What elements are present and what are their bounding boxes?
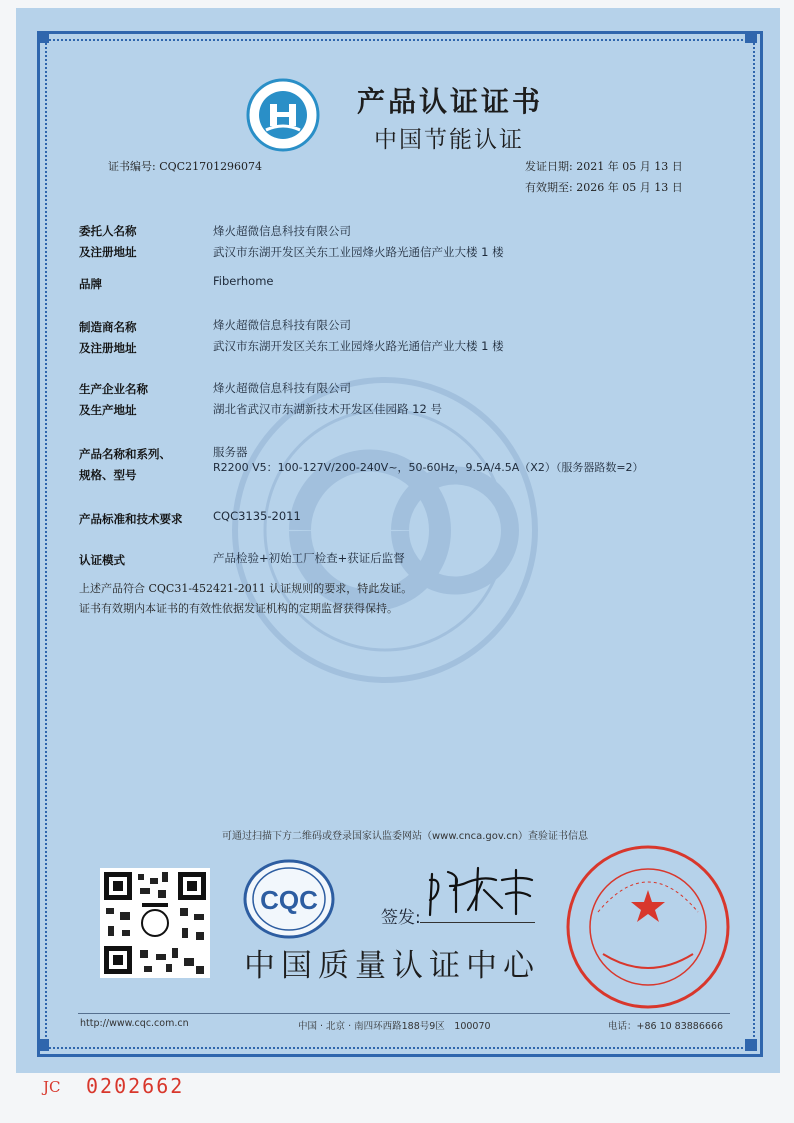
manufacturer-label: 制造商名称 [79, 320, 137, 334]
product-model-label: 规格、型号 [79, 468, 137, 482]
expiry-date: 2026 年 05 月 13 日 [576, 181, 683, 194]
manufacturer-name: 烽火超微信息科技有限公司 [213, 318, 351, 332]
corner-ornament [745, 1039, 757, 1051]
signature-line [420, 922, 535, 923]
brand-value: Fiberhome [213, 274, 274, 288]
statement-line-2: 证书有效期内本证书的有效性依据发证机构的定期监督获得保持。 [79, 602, 398, 615]
corner-ornament [37, 31, 49, 43]
cert-no-label: 证书编号: [108, 160, 156, 173]
cert-no: CQC21701296074 [159, 160, 263, 173]
energy-conservation-logo-icon [246, 78, 320, 152]
qr-code-icon[interactable] [100, 868, 210, 978]
signature-label: 签发: [381, 908, 421, 928]
brand-label: 品牌 [79, 277, 102, 291]
corner-ornament [37, 1039, 49, 1051]
factory-name: 烽火超微信息科技有限公司 [213, 381, 351, 395]
standard-value: CQC3135-2011 [213, 509, 301, 523]
issue-date-label: 发证日期: [525, 160, 573, 173]
product-label: 产品名称和系列、 [79, 447, 171, 461]
serial-number: 0202662 [86, 1074, 185, 1098]
mode-label: 认证模式 [79, 553, 125, 567]
verify-note: 可通过扫描下方二维码或登录国家认监委网站（www.cnca.gov.cn）查验证书信息 [222, 831, 589, 842]
factory-label: 生产企业名称 [79, 382, 148, 396]
product-name: 服务器 [213, 445, 248, 459]
statement-line-1: 上述产品符合 CQC31-452421-2011 认证规则的要求，特此发证。 [79, 582, 413, 595]
cqc-logo-text: CQC [260, 885, 318, 915]
manufacturer-address: 武汉市东湖开发区关东工业园烽火路光通信产业大楼 1 楼 [213, 339, 504, 353]
issuing-organization: 中国质量认证中心 [244, 948, 540, 984]
cqc-logo-icon [242, 858, 337, 940]
mode-value: 产品检验+初始工厂检查+获证后监督 [213, 551, 405, 565]
handwritten-signature-icon [420, 860, 540, 920]
expiry-date-label: 有效期至: [525, 181, 573, 194]
cqc-watermark-icon [150, 370, 620, 690]
client-address-label: 及注册地址 [79, 245, 137, 259]
serial-prefix: JC [43, 1078, 61, 1096]
factory-address-label: 及生产地址 [79, 403, 137, 417]
footer-address: 中国 · 北京 · 南四环西路188号9区 100070 [298, 1021, 491, 1032]
certificate-subtitle: 中国节能认证 [374, 127, 524, 153]
standard-label: 产品标准和技术要求 [79, 512, 183, 526]
client-name: 烽火超微信息科技有限公司 [213, 224, 351, 238]
footer-phone: 电话：+86 10 83886666 [608, 1021, 724, 1032]
certificate-title: 产品认证证书 [357, 85, 544, 118]
product-model: R2200 V5：100-127V/200-240V~，50-60Hz，9.5A/4.5A（X2）（服务器路数=2） [213, 461, 644, 474]
factory-address: 湖北省武汉市东湖新技术开发区佳园路 12 号 [213, 402, 442, 416]
issue-date: 2021 年 05 月 13 日 [576, 160, 683, 173]
footer-website[interactable]: http://www.cqc.com.cn [80, 1018, 189, 1029]
footer-divider [78, 1013, 730, 1014]
corner-ornament [745, 31, 757, 43]
client-label: 委托人名称 [79, 224, 137, 238]
manufacturer-address-label: 及注册地址 [79, 341, 137, 355]
official-seal-icon [563, 842, 733, 1012]
client-address: 武汉市东湖开发区关东工业园烽火路光通信产业大楼 1 楼 [213, 245, 504, 259]
